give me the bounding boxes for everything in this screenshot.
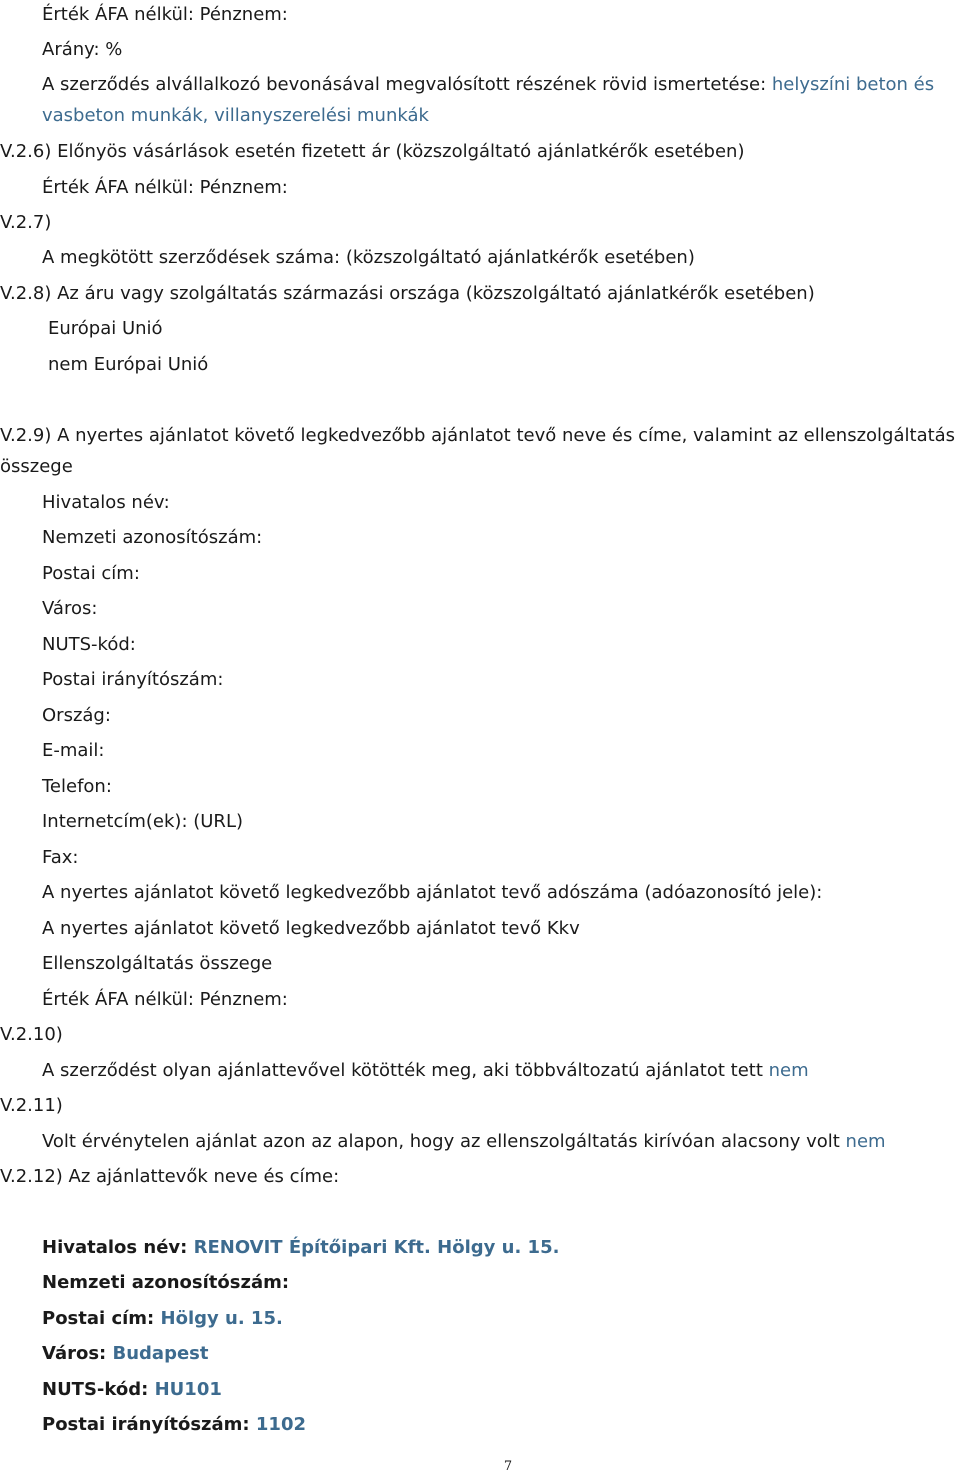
field-label: Város: [42, 598, 98, 619]
section-heading: V.2.8) Az áru vagy szolgáltatás származási országa (közszolgáltató ajánlatkérők esetében) [0, 283, 815, 304]
text-line: A megkötött szerződések száma: (közszolgáltató ajánlatkérők esetében) [42, 247, 695, 268]
field-label: Hivatalos név: [42, 1237, 194, 1258]
field-label: Nemzeti azonosítószám: [42, 527, 263, 548]
text-segment: A szerződést olyan ajánlattevővel kötötték meg, aki többváltozatú ajánlatot tett [42, 1060, 769, 1081]
text-line: Érték ÁFA nélkül: Pénznem: [42, 4, 288, 25]
field-label: E-mail: [42, 740, 105, 761]
section-heading-cont: összege [0, 456, 73, 477]
highlight-value: vasbeton munkák, villanyszerelési munkák [42, 105, 429, 126]
text-segment: A szerződés alvállalkozó bevonásával megvalósított részének rövid ismertetése: [42, 74, 772, 95]
field-label: Város: [42, 1343, 113, 1364]
bidder-address-value: Hölgy u. 15. [160, 1308, 283, 1329]
bidder-address-row [42, 1306, 283, 1332]
page-number: 7 [503, 1459, 513, 1474]
field-label: Telefon: [42, 776, 112, 797]
field-label: Hivatalos név: [42, 492, 170, 513]
bidder-nuts-row [42, 1377, 222, 1403]
bidder-city-row [42, 1341, 209, 1367]
bidder-city-value: Budapest [112, 1343, 209, 1364]
text-segment: Volt érvénytelen ajánlat azon az alapon, hogy az ellenszolgáltatás kirívóan alacsony volt [42, 1131, 846, 1152]
option-item: Európai Unió [48, 318, 163, 339]
bidder-name-value: RENOVIT Építőipari Kft. Hölgy u. 15. [193, 1237, 560, 1258]
text-line [42, 1129, 886, 1155]
option-item: nem Európai Unió [48, 354, 209, 375]
bidder-nuts-value: HU101 [154, 1379, 222, 1400]
field-label: Postai cím: [42, 1308, 161, 1329]
text-line: Arány: % [42, 39, 123, 60]
text-line [42, 72, 934, 98]
field-label: Fax: [42, 847, 79, 868]
field-label: Érték ÁFA nélkül: Pénznem: [42, 989, 288, 1010]
field-label: A nyertes ajánlatot követő legkedvezőbb ajánlatot tevő adószáma (adóazonosító jele): [42, 882, 823, 903]
bidder-zip-row [42, 1412, 306, 1438]
field-label: Internetcím(ek): (URL) [42, 811, 243, 832]
bidder-nid-row: Nemzeti azonosítószám: [42, 1272, 290, 1293]
section-heading: V.2.7) [0, 212, 52, 233]
field-label: NUTS-kód: [42, 1379, 155, 1400]
highlight-value: nem [768, 1060, 809, 1081]
highlight-value: nem [845, 1131, 886, 1152]
bidder-zip-value: 1102 [255, 1414, 307, 1435]
field-label: Postai irányítószám: [42, 669, 224, 690]
bidder-name-row [42, 1235, 559, 1261]
highlight-value: helyszíni beton és [771, 74, 935, 95]
text-line: Érték ÁFA nélkül: Pénznem: [42, 177, 288, 198]
section-heading: V.2.12) Az ajánlattevők neve és címe: [0, 1166, 340, 1187]
field-label: A nyertes ajánlatot követő legkedvezőbb ajánlatot tevő Kkv [42, 918, 580, 939]
text-line [42, 1058, 809, 1084]
section-heading: V.2.6) Előnyös vásárlások esetén fizetett ár (közszolgáltató ajánlatkérők esetében) [0, 141, 745, 162]
section-heading: V.2.11) [0, 1095, 63, 1116]
field-label: Ország: [42, 705, 111, 726]
field-label: Postai irányítószám: [42, 1414, 256, 1435]
field-label: NUTS-kód: [42, 634, 136, 655]
field-label: Ellenszolgáltatás összege [42, 953, 273, 974]
section-heading: V.2.9) A nyertes ajánlatot követő legkedvezőbb ajánlatot tevő neve és címe, valamint az ellenszolgáltatás [0, 425, 956, 446]
field-label: Postai cím: [42, 563, 140, 584]
section-heading: V.2.10) [0, 1024, 63, 1045]
